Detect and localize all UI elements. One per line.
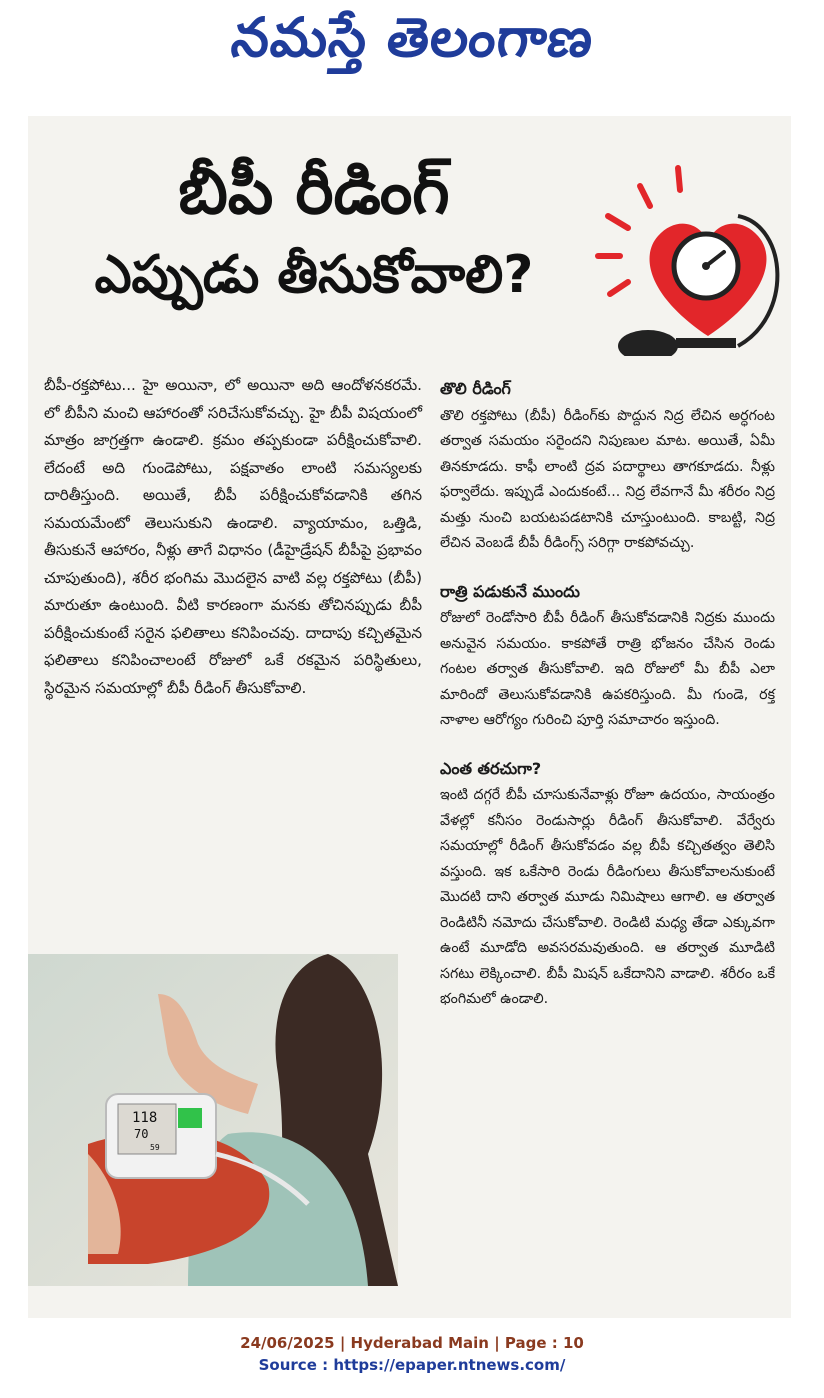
page-footer (0, 1332, 824, 1376)
lead-column (44, 372, 422, 702)
section-first-reading (440, 376, 775, 557)
headline-line-2: ఎప్పుడు తీసుకోవాలి? (94, 244, 534, 305)
section-how-often (440, 756, 775, 1013)
sections-column (440, 372, 775, 1035)
monitor-dia: 70 (134, 1127, 149, 1141)
bp-monitor-photo (28, 954, 398, 1286)
article-headline (34, 156, 594, 305)
section-before-sleep (440, 579, 775, 734)
section-body: తొలి రక్తపోటు (బీపీ) రీడింగ్‌కు పొద్దున నిద్ర లేచిన అర్ధగంట తర్వాత సమయం సరైందని నిపుణుల మాట. అయితే, ఏమీ తినకూడదు. కాఫీ లాంటి ద్రవ పదార్థాలు తాగకూడదు. నీళ్లు ఫర్వాలేదు. ఇప్పుడే ఎందుకంటే... నిద్ర లేవగానే మీ శరీరం నిద్ర మత్తు నుంచి బయటపడటానికి చూస్తుంటుంది. కాబట్టి, నిద్ర లేచిన వెంబడే బీపీ రీడింగ్స్ సరిగ్గా రాకపోవచ్చు. (440, 407, 775, 551)
section-body: ఇంటి దగ్గరే బీపీ చూసుకునేవాళ్లు రోజూ ఉదయం, సాయంత్రం వేళల్లో కనీసం రెండుసార్లు రీడింగ్ తీసుకోవాలి. వేర్వేరు సమయాల్లో రీడింగ్ తీసుకోవడం వల్ల బీపీ కచ్చితత్వం తెలిసి వస్తుంది. ఇక ఒకేసారి రెండు రీడింగులు తీసుకోవాలనుకుంటే మొదటి దాని తర్వాత మూడు నిమిషాలు ఆగాలి. ఆ తర్వాత రెండిటినీ నమోదు చేసుకోవాలి. రెండిటి మధ్య తేడా ఎక్కువగా ఉంటే మూడోది అవసరమవుతుంది. ఆ తర్వాత మూడిటి సగటు లెక్కించాలి. బీపీ మిషన్ ఒకేదానిని వాడాలి. శరీరం ఒకే భంగిమలో ఉండాలి. (440, 787, 775, 1007)
monitor-pulse: 59 (150, 1143, 160, 1152)
heart-bp-gauge-icon (588, 156, 788, 356)
newspaper-masthead (0, 0, 824, 110)
footer-source: Source : https://epaper.ntnews.com/ (258, 1356, 566, 1374)
lead-paragraph: బీపీ-రక్తపోటు... హై అయినా, లో అయినా అది ఆందోళనకరమే. లో బీపీని మంచి ఆహారంతో సరిచేసుకోవచ్చు. హై బీపీ విషయంలో మాత్రం జాగ్రత్తగా ఉండాలి. క్రమం తప్పకుండా పరీక్షించుకోవాలి. లేదంటే అది గుండెపోటు, పక్షవాతం లాంటి సమస్యలకు దారితీస్తుంది. అయితే, బీపీ పరీక్షించుకోవడానికి తగిన సమయమేంటో తెలుసుకుని ఉండాలి. వ్యాయామం, ఒత్తిడి, తీసుకునే ఆహారం, నీళ్లు తాగే విధానం (డీహైడ్రేషన్ బీపీపై ప్రభావం చూపుతుంది), శరీర భంగిమ మొదలైన వాటి వల్ల రక్తపోటు (బీపీ) మారుతూ ఉంటుంది. వీటి కారణంగా మనకు తోచినప్పుడు బీపీ పరీక్షించుకుంటే సరైన ఫలితాలు కనిపించవు. దాదాపు కచ్చితమైన ఫలితాలు కనిపించాలంటే రోజులో ఒకే రకమైన పరిస్థితులు, స్థిరమైన సమయాల్లో బీపీ రీడింగ్ తీసుకోవాలి. (44, 376, 422, 697)
article-clipping (28, 116, 791, 1318)
masthead-title: నమస్తే తెలంగాణ (228, 6, 597, 69)
monitor-sys: 118 (132, 1110, 158, 1126)
footer-dateline: 24/06/2025 | Hyderabad Main | Page : 10 (240, 1334, 584, 1352)
section-heading: తొలి రీడింగ్ (440, 379, 511, 398)
section-body: రోజులో రెండోసారి బీపీ రీడింగ్ తీసుకోవడానికి నిద్రకు ముందు అనువైన సమయం. కాకపోతే రాత్రి భోజనం చేసిన రెండు గంటల తర్వాత తీసుకోవాలి. ఇది రోజులో మీ బీపీ ఎలా మారిందో తెలుసుకోవడానికి ఉపకరిస్తుంది. మీ గుండె, రక్త నాళాల ఆరోగ్యం గురించి పూర్తి సమాచారం ఇస్తుంది. (440, 610, 775, 728)
section-heading: రాత్రి పడుకునే ముందు (440, 581, 580, 601)
section-heading: ఎంత తరచుగా? (440, 758, 542, 778)
headline-line-1: బీపీ రీడింగ్ (178, 155, 450, 229)
